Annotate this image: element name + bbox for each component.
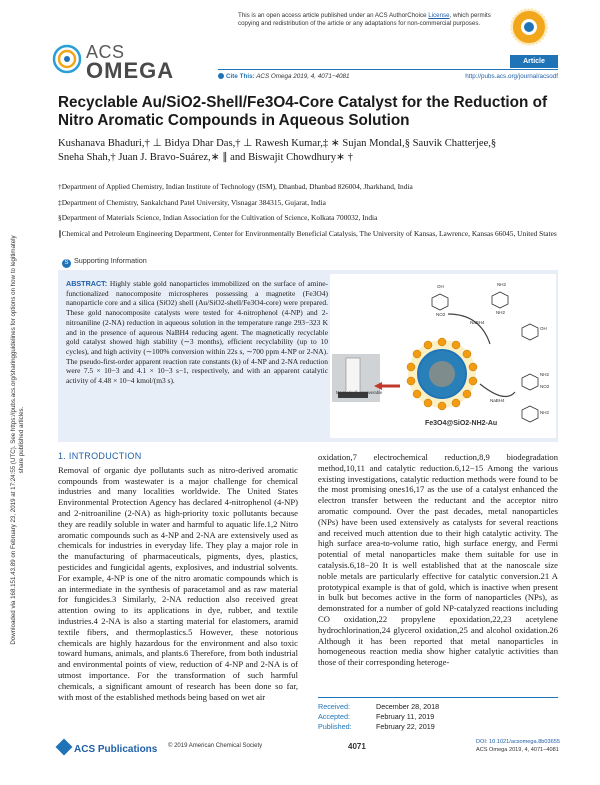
journal-reference: ACS Omega 2019, 4, 4071−4081 bbox=[476, 746, 559, 753]
journal-acs: ACS bbox=[86, 42, 125, 62]
intro-right-text: oxidation,7 electrochemical reduction,8,9 biodegradation method,10,11 and catalytic reduction.6,12−15 Among the various existing investigations, catalytic reduction methods were found to be the most promising ones16,17 as the use of a catalyst enhanced the electron transfer between the reductant and the acceptor nitro aromatic compound. Over the past decades, metal nanoparticles (NPs) have been used extensively as catalysts for several reactions and received much attention due to their high catalytic activity. The high surface area-to-volume ratio, high surface energy, and Fermi potential of metal nanoparticles make them suitable for use in catalysis.6,18−20 It is well established that at the nanoscale size noble metals are particularly effective for catalytic conversion.21 A prototypical example is that of gold, which is inactive when present in bulk but becomes active in the form of nanoparticles (NPs), as demonstrated for a number of gold NP-catalyzed reactions including CO oxidation,22 propylene epoxidation,22,23 acetylene hydrochlorination,24 glycerol oxidation,25 and alcohol oxidation.26 Although it has been reported that metal nanoparticles in homogeneous reaction media show higher catalytic activities than those of their corresponding heteroge- bbox=[318, 452, 558, 668]
journal-logo[interactable] bbox=[52, 42, 212, 83]
date-received-value: December 28, 2018 bbox=[376, 702, 440, 711]
cite-ref: ACS Omega 2019, 4, 4071−4081 bbox=[254, 73, 350, 80]
supporting-information-link[interactable] bbox=[62, 256, 147, 268]
publisher-name: ACS Publications bbox=[74, 744, 158, 755]
reaction-arrow-bottom bbox=[480, 384, 515, 397]
date-accepted-value: February 11, 2019 bbox=[376, 712, 435, 721]
cite-bar bbox=[218, 69, 558, 81]
authorchoice-badge-icon bbox=[510, 8, 548, 46]
acs-publications-icon bbox=[56, 739, 73, 756]
toc-label-nh2-3: NH2 bbox=[540, 372, 550, 377]
toc-label-nabh4-1: NaBH4 bbox=[470, 320, 485, 325]
page-number: 4071 bbox=[348, 742, 366, 751]
toc-scheme bbox=[330, 274, 556, 438]
author-list bbox=[58, 137, 563, 164]
intro-left-text: Removal of organic dye pollutants such as nitro-derived aromatic compounds from wastewater is a major challenge for chemical industries and many localities worldwide. The United States Environmental Protection Agency has declared 4-nitrophenol (4-NP) and 2-nitroaniline (2-NA) as high-priority toxic pollutants because they are readily soluble in water and harmful to aquatic life.1,2 Nitro aromatic compounds such as 4-NP and 2-NA are extensively used as chemicals for industries in everyday life. They play a major role in the manufacturing of pharmaceuticals, pigments, dyes, plastics, pesticides and fungicidal agents, explosives, and industrial solvents. For example, 4-NP is one of the nitro aromatic compounds which is an intermediate in the synthesis of paracetamol and as raw material for fungicides.3 Similarly, 2-NA reduction also received great attention owing to its applications in dye, rubber, and textile industries.4 2-NA is also a starting material for elastomers, aramid textile fibers, and thermoplastics.5 However, these notorious chemicals are highly hazardous for the environment and also toxic toward humans, animals, and plants.6 Therefore, from both industrial and environmental points of view, reduction of 4-NP and 2-NA is of utmost importance. For the transformation of such harmful chemicals, a significant amount of research has been done so far, with most of the established methods being based on wet air bbox=[58, 464, 298, 702]
abstract-label: ABSTRACT: bbox=[66, 279, 108, 288]
toc-label-no2-2: NO2 bbox=[540, 384, 550, 389]
badge-center bbox=[521, 19, 537, 35]
doi-block bbox=[476, 739, 576, 754]
affiliation-4: ∥Chemical and Petroleum Engineering Department, Center for Environmentally Beneficial Catalysis, The University of Kansas, Lawrence, Kansas 66045, United States bbox=[58, 228, 557, 238]
date-accepted bbox=[318, 712, 558, 722]
article-title: Recyclable Au/SiO2-Shell/Fe3O4-Core Catalyst for the Reduction of Nitro Aromatic Compounds in Aqueous Solution bbox=[58, 94, 548, 129]
doi-link[interactable]: DOI: 10.1021/acsomega.8b03655 bbox=[476, 739, 560, 745]
license-link[interactable]: License bbox=[428, 12, 450, 19]
article-dates bbox=[318, 697, 558, 732]
date-published-value: February 22, 2019 bbox=[376, 722, 435, 731]
toc-label-nh2-4: NH2 bbox=[540, 410, 550, 415]
toc-caption: Fe3O4@SiO2-NH2-Au bbox=[425, 420, 498, 427]
toc-label-nh2-2: NH2 bbox=[496, 310, 506, 315]
cite-icon bbox=[218, 73, 224, 79]
date-published-label: Published: bbox=[318, 722, 352, 731]
intro-right-column bbox=[318, 452, 558, 668]
toc-label-oh-1: OH bbox=[437, 284, 444, 289]
date-accepted-label: Accepted: bbox=[318, 712, 350, 721]
abstract-body: Highly stable gold nanoparticles immobilized on the surface of amine-functionalized nanocomposite microspheres possessing a magnetite (Fe3O4) nanoparticle core and a silica (SiO2) shell (Au/SiO2-shell/Fe3O4-core) were prepared. These gold nanocomposite catalysts were tested for 4-nitrophenol (4-NP) and 2-nitroaniline (2-NA) reduction in aqueous solution in the temperature range 293−323 K and in the presence of aqueous NaBH4 reducing agent. The magnetically recyclable gold catalyst showed high stability (∼3 months), efficient recyclability (up to 10 cycles), and high activity (∼100% conversion within 22s s, ∼700 ppm 4-NP or 2-NA). The pseudo-first-order apparent reaction rate constants (k) of 4-NP and 2-NA reduction were 7.5 × 10−3 and 4.1 × 10−3 s−1, respectively, and with an apparent catalytic activity of 4.48 × 10−4 kmol/(m3 s). bbox=[66, 279, 328, 386]
acs-publications-logo[interactable] bbox=[58, 741, 157, 755]
acs-omega-logo-icon bbox=[52, 44, 82, 74]
date-published bbox=[318, 722, 558, 732]
magnetite-core bbox=[429, 361, 455, 387]
abstract-box bbox=[58, 270, 558, 442]
copyright: © 2019 American Chemical Society bbox=[168, 743, 263, 749]
affiliation-3: §Department of Materials Science, Indian Association for the Cultivation of Science, Kolkata 700032, India bbox=[58, 213, 378, 223]
supporting-label: Supporting Information bbox=[74, 256, 147, 265]
intro-left-column bbox=[58, 451, 298, 702]
date-received-label: Received: bbox=[318, 702, 350, 711]
cite-this[interactable] bbox=[218, 71, 350, 82]
affiliation-1: †Department of Applied Chemistry, Indian Institute of Technology (ISM), Dhanbad, Dhanbad 826004, Jharkhand, India bbox=[58, 182, 413, 191]
download-side-note bbox=[6, 230, 36, 650]
authors-line-2: Sneha Shah,† Juan J. Bravo-Suárez,∗ ∥ and Biswajit Chowdhury∗ † bbox=[58, 151, 353, 163]
journal-name: OMEGA bbox=[86, 58, 175, 83]
toc-label-no2-1: NO2 bbox=[436, 312, 446, 317]
reaction-arrow-top bbox=[448, 314, 490, 344]
date-received bbox=[318, 702, 558, 712]
affiliations bbox=[58, 182, 563, 244]
cite-label: Cite This: bbox=[226, 73, 255, 80]
toc-label-oh-2: OH bbox=[540, 326, 547, 331]
toc-magnet-label: Magnetically recoverable bbox=[336, 390, 383, 395]
affiliation-2: ‡Department of Chemistry, Sankalchand Patel University, Visnagar 384315, Gujarat, India bbox=[58, 197, 326, 207]
abstract bbox=[66, 279, 328, 386]
article-type-tab: Article bbox=[510, 55, 558, 68]
oa-text-after: , which permits copying and redistribution of the article or any adaptations for non-commercial purposes. bbox=[238, 12, 491, 27]
authors-line-1: Kushanava Bhaduri,† ⊥ Bidya Dhar Das,† ⊥ Rawesh Kumar,‡ ∗ Sujan Mondal,§ Sauvik Chatterjee,§ bbox=[58, 138, 497, 149]
intro-heading: 1. INTRODUCTION bbox=[58, 451, 142, 461]
page-footer bbox=[58, 733, 558, 773]
supporting-info-icon: S bbox=[62, 259, 71, 268]
toc-label-nabh4-2: NaBH4 bbox=[490, 398, 505, 403]
toc-graphic bbox=[330, 274, 556, 438]
journal-url-link[interactable]: http://pubs.acs.org/journal/acsodf bbox=[465, 73, 558, 80]
oa-text-before: This is an open access article published under an ACS AuthorChoice bbox=[238, 12, 429, 19]
open-access-note bbox=[238, 12, 506, 28]
download-note-text: Downloaded via 168.151.43.89 on February 23, 2019 at 17:24:55 (UTC). See https://pubs.acs.org/sharingguidelines for options on how to legitimately share published articles. bbox=[10, 235, 25, 645]
toc-label-nh2-1: NH2 bbox=[497, 282, 507, 287]
